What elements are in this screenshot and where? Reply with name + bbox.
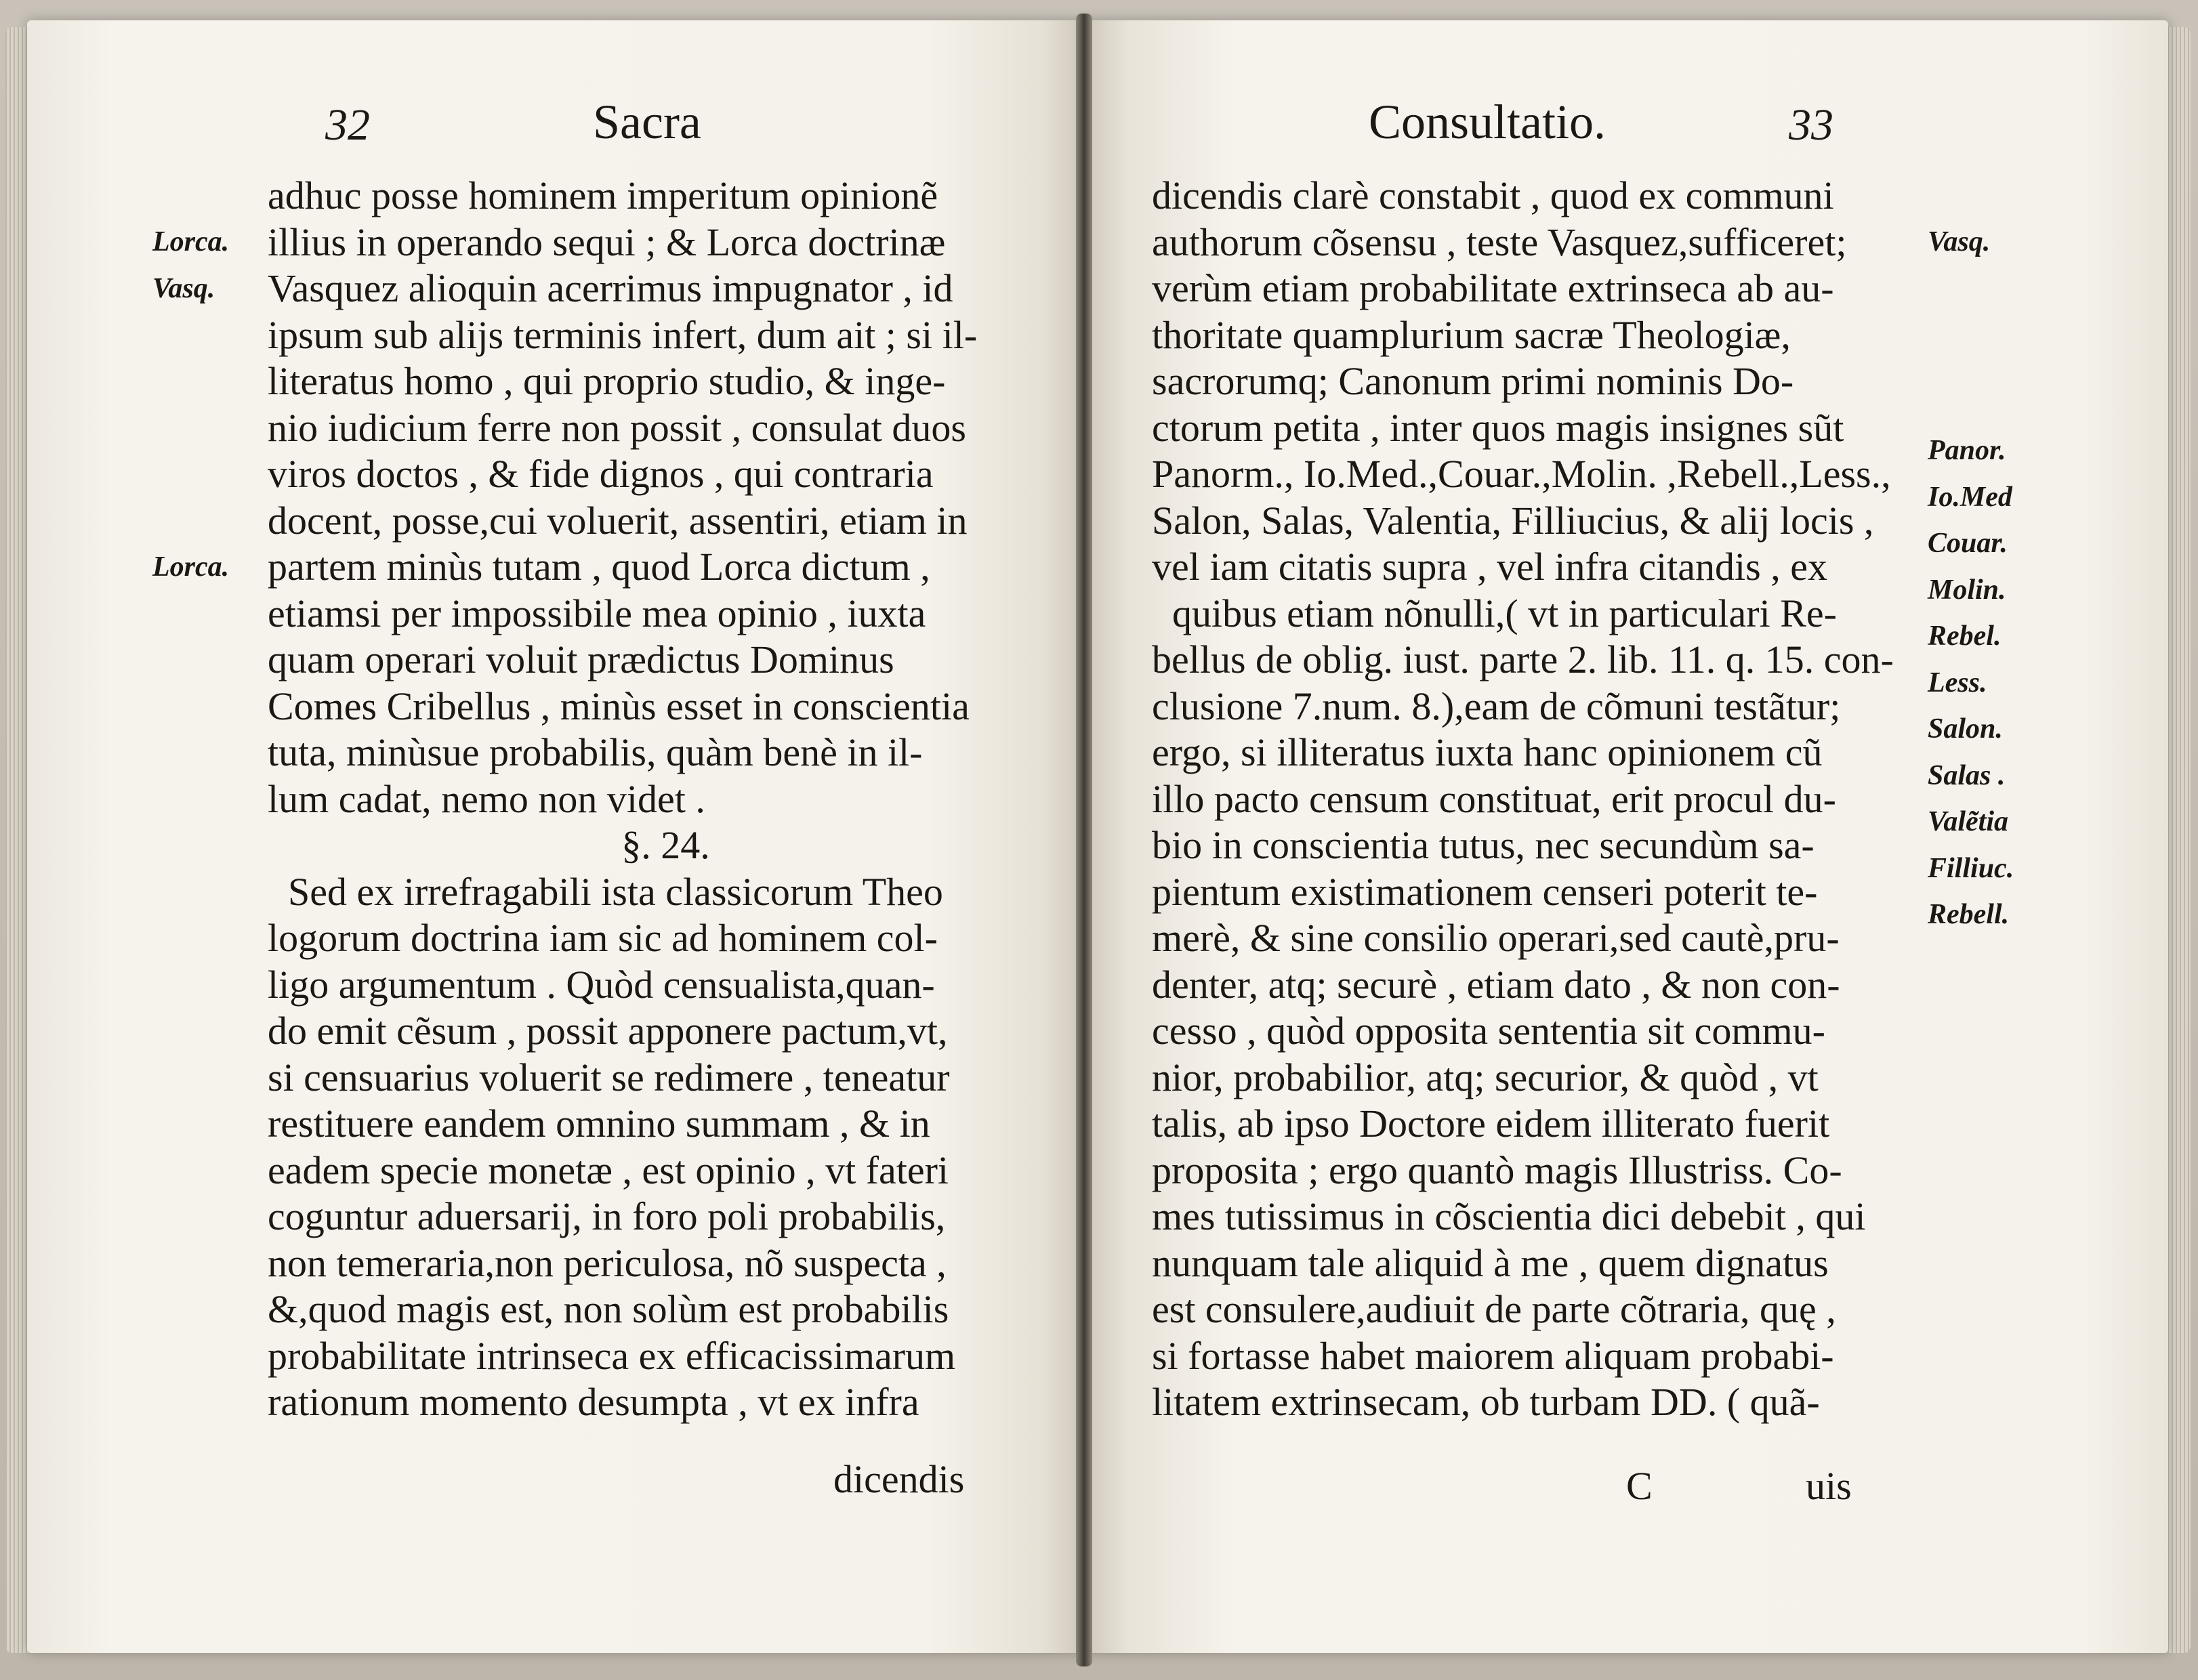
text-line: lum cadat, nemo non videt . xyxy=(268,776,705,821)
margin-note: Filliuc. xyxy=(1928,852,2014,884)
text-line: &,quod magis est, non solùm est probabilis xyxy=(268,1287,949,1331)
text-line: nior, probabilior, atq; securior, & quòd , vt xyxy=(1152,1055,1819,1099)
text-line: partem minùs tutam , quod Lorca dictum , xyxy=(268,545,930,589)
text-line: quibus etiam nõnulli,( vt in particulari Re- xyxy=(1172,591,1837,635)
text-line: eadem specie monetæ , est opinio , vt fateri xyxy=(268,1148,949,1192)
margin-note: Lorca. xyxy=(152,226,230,257)
text-line: quam operari voluit prædictus Dominus xyxy=(268,637,894,681)
left-page xyxy=(27,20,1084,1653)
text-line: §. 24. xyxy=(621,823,710,867)
margin-note: Molin. xyxy=(1928,574,2006,606)
text-line: thoritate quamplurium sacræ Theologiæ, xyxy=(1152,312,1791,357)
text-line: illo pacto censum constituat, erit procul du- xyxy=(1152,776,1836,821)
margin-note: Rebel. xyxy=(1928,621,2002,652)
text-line: est consulere,audiuit de parte cõtraria, quę , xyxy=(1152,1287,1836,1331)
margin-note: Io.Med xyxy=(1928,481,2012,513)
text-line: illius in operando sequi ; & Lorca doctrinæ xyxy=(268,219,946,264)
right-page-number: 33 xyxy=(1789,100,1833,150)
text-line: merè, & sine consilio operari,sed cautè,pru- xyxy=(1152,916,1840,960)
text-line: denter, atq; securè , etiam dato , & non con- xyxy=(1152,962,1840,1007)
text-line: viros doctos , & fide dignos , qui contraria xyxy=(268,452,934,496)
signature-mark: C xyxy=(1626,1464,1653,1508)
text-line: ctorum petita , inter quos magis insignes sũt xyxy=(1152,405,1844,450)
right-running-head: Consultatio. xyxy=(1369,95,1606,149)
text-line: ligo argumentum . Quòd censualista,quan- xyxy=(268,962,935,1007)
margin-note: Panor. xyxy=(1928,435,2006,467)
text-line: nunquam tale aliquid à me , quem dignatus xyxy=(1152,1240,1829,1285)
left-running-head: Sacra xyxy=(593,95,701,149)
margin-note: Vasq. xyxy=(1928,226,1991,257)
text-line: clusione 7.num. 8.),eam de cõmuni testãtur; xyxy=(1152,684,1841,728)
text-line: cesso , quòd opposita sententia sit commu- xyxy=(1152,1009,1825,1053)
text-line: vel iam citatis supra , vel infra citandis , ex xyxy=(1152,545,1827,589)
text-line: dicendis clarè constabit , quod ex communi xyxy=(1152,173,1834,217)
left-page-number: 32 xyxy=(325,100,370,150)
text-line: ipsum sub alijs terminis infert, dum ait ; si il- xyxy=(268,312,978,357)
text-line: talis, ab ipso Doctore eidem illiterato fuerit xyxy=(1152,1101,1830,1146)
text-line: litatem extrinsecam, ob turbam DD. ( quã- xyxy=(1152,1380,1820,1424)
right-page xyxy=(1084,20,2168,1653)
right-body-text xyxy=(1152,173,1951,1426)
text-line: proposita ; ergo quantò magis Illustriss. Co- xyxy=(1152,1148,1842,1192)
text-line: restituere eandem omnino summam , & in xyxy=(268,1101,930,1146)
text-line: sacrorumq; Canonum primi nominis Do- xyxy=(1152,359,1794,403)
text-line: docent, posse,cui voluerit, assentiri, etiam in xyxy=(268,498,968,543)
margin-note: Salas . xyxy=(1928,759,2006,791)
text-line: literatus homo , qui proprio studio, & inge- xyxy=(268,359,946,403)
text-line: Salon, Salas, Valentia, Filliucius, & alij locis , xyxy=(1152,498,1874,543)
text-line: verùm etiam probabilitate extrinseca ab au- xyxy=(1152,266,1834,310)
text-line: do emit cẽsum , possit apponere pactum,vt, xyxy=(268,1009,948,1053)
page-edges-right xyxy=(2165,27,2191,1653)
text-line: logorum doctrina iam sic ad hominem col- xyxy=(268,916,938,960)
margin-note: Less. xyxy=(1928,667,1987,698)
text-line: tuta, minùsue probabilis, quàm benè in il- xyxy=(268,730,923,774)
margin-note: Couar. xyxy=(1928,528,2008,560)
text-line: etiamsi per impossibile mea opinio , iuxta xyxy=(268,591,926,635)
text-line: ergo, si illiteratus iuxta hanc opinionem cũ xyxy=(1152,730,1823,774)
margin-note: Salon. xyxy=(1928,713,2003,745)
text-line: nio iudicium ferre non possit , consulat duos xyxy=(268,405,966,450)
text-line: mes tutissimus in cõscientia dici debebit , qui xyxy=(1152,1194,1866,1238)
left-body-text xyxy=(268,173,1064,1426)
text-line: si fortasse habet maiorem aliquam probabi- xyxy=(1152,1333,1834,1378)
text-line: bellus de oblig. iust. parte 2. lib. 11. q. 15. con- xyxy=(1152,637,1894,681)
margin-note: Lorca. xyxy=(152,551,230,583)
text-line: si censuarius voluerit se redimere , teneatur xyxy=(268,1055,950,1099)
text-line: Sed ex irrefragabili ista classicorum Theo xyxy=(288,869,943,914)
text-line: Comes Cribellus , minùs esset in conscientia xyxy=(268,684,970,728)
margin-note: Vasq. xyxy=(152,272,215,304)
text-line: bio in conscientia tutus, nec secundùm sa- xyxy=(1152,823,1815,867)
text-line: pientum existimationem censeri poterit te- xyxy=(1152,869,1818,914)
text-line: Vasquez alioquin acerrimus impugnator , id xyxy=(268,266,953,310)
text-line: adhuc posse hominem imperitum opinionẽ xyxy=(268,173,938,217)
text-line: non temeraria,non periculosa, nõ suspecta , xyxy=(268,1240,947,1285)
book-spine xyxy=(1076,14,1092,1666)
text-line: rationum momento desumpta , vt ex infra xyxy=(268,1380,919,1424)
margin-note: Rebell. xyxy=(1928,899,2010,931)
text-line: Panorm., Io.Med.,Couar.,Molin. ,Rebell.,Less., xyxy=(1152,452,1891,496)
left-catchword: dicendis xyxy=(833,1457,965,1501)
text-line: authorum cõsensu , teste Vasquez,sufficeret; xyxy=(1152,219,1847,264)
margin-note: Valẽtia xyxy=(1928,806,2009,838)
right-catchword: uis xyxy=(1806,1464,1852,1508)
text-line: probabilitate intrinseca ex efficacissimarum xyxy=(268,1333,956,1378)
page-edges-left xyxy=(5,27,28,1653)
text-line: coguntur aduersarij, in foro poli probabilis, xyxy=(268,1194,946,1238)
